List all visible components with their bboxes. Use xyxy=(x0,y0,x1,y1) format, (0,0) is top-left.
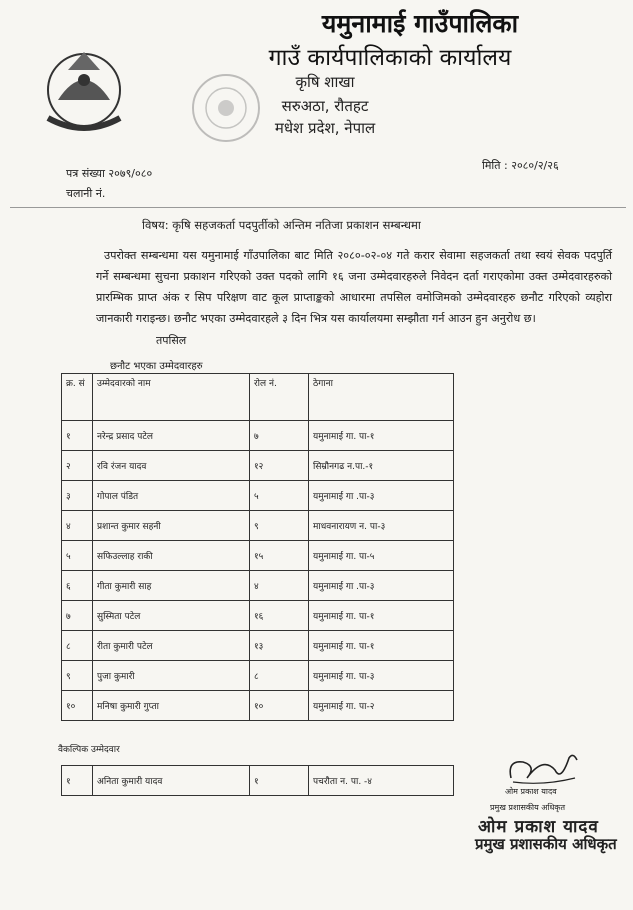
cell-roll: १६ xyxy=(250,601,309,631)
cell-sn: १ xyxy=(62,766,93,796)
cell-address: यमुनामाई गा .पा-३ xyxy=(309,481,454,511)
cell-address: सिम्रौनगढ न.पा.-१ xyxy=(309,451,454,481)
branch-name: कृषि शाखा xyxy=(295,73,355,91)
tapasil-caption: तपसिल xyxy=(156,334,187,347)
cell-name: सुस्मिता पटेल xyxy=(93,601,250,631)
cell-address: यमुनामाई गा. पा-१ xyxy=(309,601,454,631)
table-row xyxy=(62,571,454,601)
cell-sn: २ xyxy=(62,451,93,481)
table-row xyxy=(62,481,454,511)
cell-roll: १३ xyxy=(250,631,309,661)
table-row xyxy=(62,691,454,721)
cell-address: यमुनामाई गा. पा-१ xyxy=(309,421,454,451)
office-title: गाउँ कार्यपालिकाको कार्यालय xyxy=(268,45,512,71)
divider xyxy=(10,207,626,208)
table-row xyxy=(62,421,454,451)
header-address: ठेगाना xyxy=(309,374,454,421)
cell-roll: ४ xyxy=(250,571,309,601)
cell-roll: ८ xyxy=(250,661,309,691)
header-sn: क्र. सं xyxy=(62,374,93,421)
cell-name: रीता कुमारी पटेल xyxy=(93,631,250,661)
handwritten-signature-icon xyxy=(503,748,583,788)
cell-name: मनिषा कुमारी गुप्ता xyxy=(93,691,250,721)
header-roll: रोल नं. xyxy=(250,374,309,421)
table-row xyxy=(62,661,454,691)
cell-name: गीता कुमारी साह xyxy=(93,571,250,601)
cell-name: गोपाल पंडित xyxy=(93,481,250,511)
cell-sn: १ xyxy=(62,421,93,451)
municipality-title: यमुनामाई गाउँपालिका xyxy=(321,9,519,38)
cell-name: प्रशान्त कुमार सहनी xyxy=(93,511,250,541)
cell-name: पुजा कुमारी xyxy=(93,661,250,691)
table-row xyxy=(62,601,454,631)
letter-number: पत्र संख्या २०७९/०८० xyxy=(66,167,153,180)
selected-candidates-table xyxy=(61,373,454,721)
alternate-caption: वैकल्पिक उम्मेदवार xyxy=(58,745,120,755)
cell-roll: १० xyxy=(250,691,309,721)
table-header-row xyxy=(62,374,454,421)
cell-sn: ७ xyxy=(62,601,93,631)
cell-roll: १२ xyxy=(250,451,309,481)
cell-address: पचरौता न. पा. -४ xyxy=(309,766,454,796)
stamp-name: ओम प्रकाश यादव xyxy=(478,817,599,837)
table-row xyxy=(62,631,454,661)
signatory-name: ओम प्रकाश यादव xyxy=(505,787,557,796)
cell-sn: ५ xyxy=(62,541,93,571)
signatory-title: प्रमुख प्रशासकीय अधिकृत xyxy=(490,803,566,812)
cell-address: माधवनारायण न. पा-३ xyxy=(309,511,454,541)
cell-address: यमुनामाई गा. पा-२ xyxy=(309,691,454,721)
cell-sn: ९ xyxy=(62,661,93,691)
province-line: मधेश प्रदेश, नेपाल xyxy=(274,119,376,137)
alternate-candidates-table xyxy=(61,765,454,796)
selected-caption: छनौट भएका उम्मेदवारहरु xyxy=(110,361,203,372)
cell-sn: ६ xyxy=(62,571,93,601)
cell-roll: १५ xyxy=(250,541,309,571)
stamp-title: प्रमुख प्रशासकीय अधिकृत xyxy=(475,835,617,853)
cell-roll: ९ xyxy=(250,511,309,541)
cell-name: रवि रंजन यादव xyxy=(93,451,250,481)
table-row xyxy=(62,511,454,541)
cell-address: यमुनामाई गा. पा-५ xyxy=(309,541,454,571)
cell-sn: ४ xyxy=(62,511,93,541)
dispatch-number: चलानी नं. xyxy=(66,187,106,200)
cell-name: नरेन्द्र प्रसाद पटेल xyxy=(93,421,250,451)
nepal-emblem-icon xyxy=(38,40,130,140)
cell-roll: ७ xyxy=(250,421,309,451)
subject-line: विषय: कृषि सहजकर्ता पदपुर्तीको अन्तिम नतिजा प्रकाशन सम्बन्धमा xyxy=(142,218,421,232)
cell-sn: ८ xyxy=(62,631,93,661)
table-row xyxy=(62,541,454,571)
cell-address: यमुनामाई गा. पा-१ xyxy=(309,631,454,661)
letter-date: मिति : २०८०/२/२६ xyxy=(482,159,559,172)
address-line: सरुअठा, रौतहट xyxy=(281,97,369,115)
cell-address: यमुनामाई गा .पा-३ xyxy=(309,571,454,601)
cell-roll: १ xyxy=(250,766,309,796)
cell-roll: ५ xyxy=(250,481,309,511)
header-name: उम्मेदवारको नाम xyxy=(93,374,250,421)
cell-name: अनिता कुमारी यादव xyxy=(93,766,250,796)
body-paragraph: उपरोक्त सम्बन्धमा यस यमुनामाई गाँउपालिका बाट मिति २०८०-०२-०४ गते करार सेवामा सहजकर्ता तथा स्वयं सेवक पदपुर्ति गर्ने सम्बन्धमा सुचना प्रकाशन गरिएको उक्त पदको लागि १६ जना उम्मेदवारहरुले निवेदन दर्ता गराएकोमा उक्त उम्मेदवारहरुको प्रारम्भिक प्राप्त अंक र सिप परिक्षण वाट कूल प्राप्ताङ्कको आधारमा तपसिल वमोजिमको उम्मेदवारहरु छनौट गरिएको व्यहोरा जानकारी गराइन्छ। छनौट भएका उम्मेदवारहले ३ दिन भित्र यस कार्यालयमा सम्झौता गर्न आउन हुन अनुरोध छ। xyxy=(96,249,612,325)
cell-sn: ३ xyxy=(62,481,93,511)
table-row xyxy=(62,766,454,796)
cell-name: सफिउल्लाह राकी xyxy=(93,541,250,571)
table-row xyxy=(62,451,454,481)
cell-address: यमुनामाई गा. पा-३ xyxy=(309,661,454,691)
cell-sn: १० xyxy=(62,691,93,721)
